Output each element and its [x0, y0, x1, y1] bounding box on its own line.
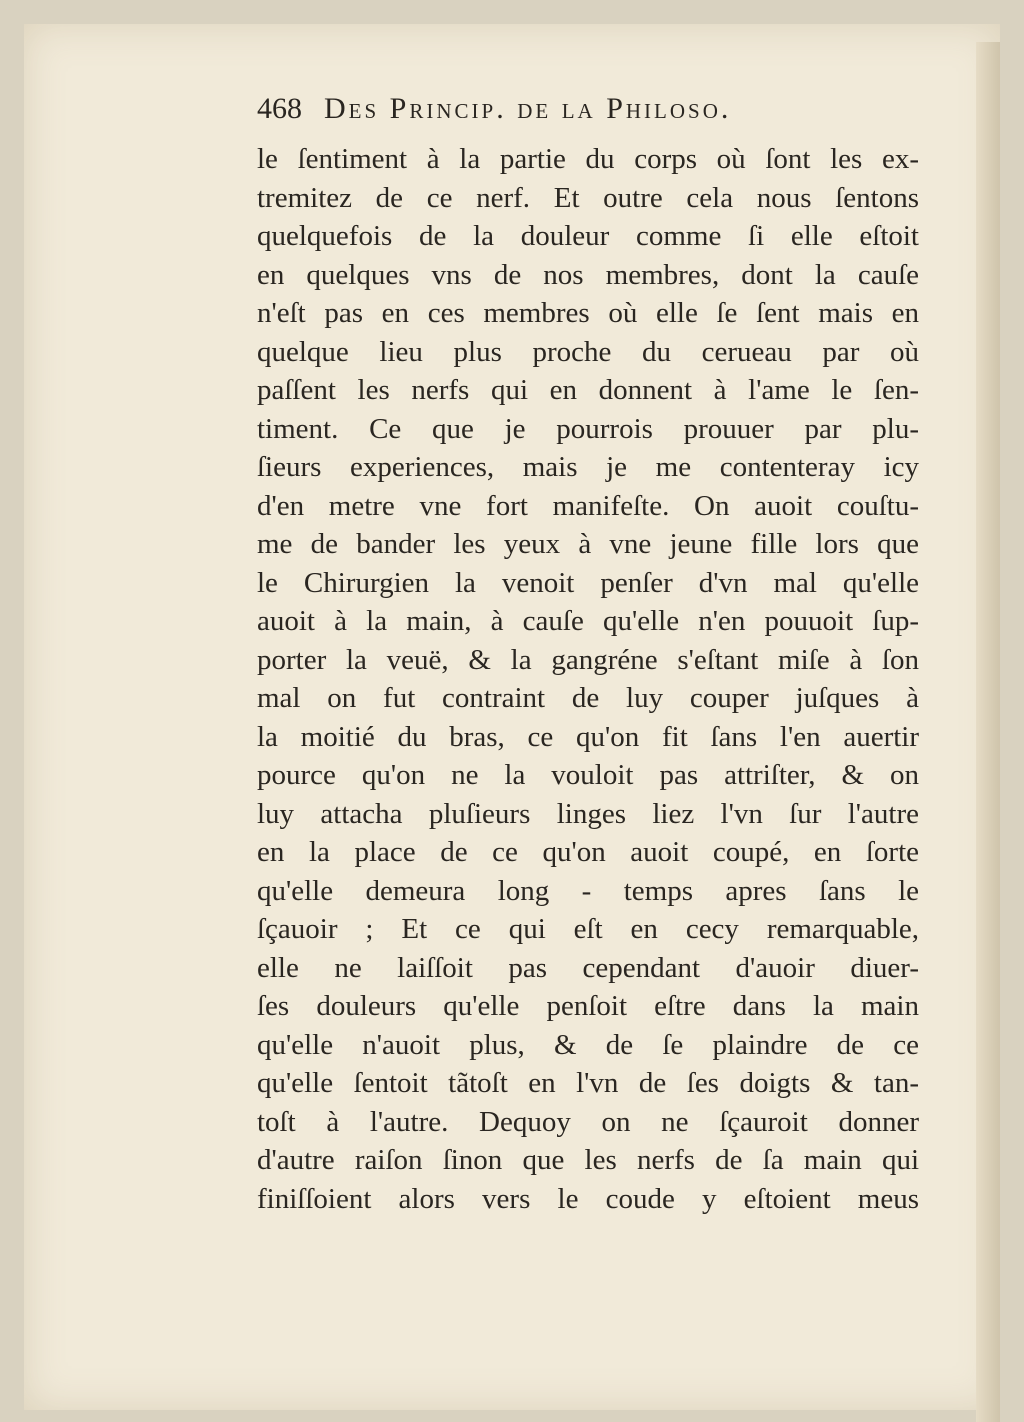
text-line: pource qu'on ne la vouloit pas attriſter, & on: [257, 759, 919, 791]
body-text: [257, 140, 919, 1218]
running-title: Des Princip. de la Philoso.: [324, 92, 732, 125]
running-head: [257, 92, 917, 136]
text-line: en la place de ce qu'on auoit coupé, en ſorte: [257, 836, 919, 868]
text-line: qu'elle n'auoit plus, & de ſe plaindre de ce: [257, 1028, 919, 1061]
text-line: qu'elle ſentoit tãtoſt en l'vn de ſes doigts & tan-: [257, 1067, 919, 1099]
text-line: paſſent les nerfs qui en donnent à l'ame le ſen-: [257, 374, 919, 406]
text-line: ſieurs experiences, mais je me contenteray icy: [257, 451, 919, 483]
text-line: ſes douleurs qu'elle penſoit eſtre dans la main: [257, 990, 919, 1022]
text-line: timent. Ce que je pourrois prouuer par plu-: [257, 412, 919, 445]
text-line: le ſentiment à la partie du corps où ſont les ex-: [257, 143, 919, 175]
text-line: toſt à l'autre. Dequoy on ne ſçauroit donner: [257, 1105, 919, 1138]
text-line: qu'elle demeura long - temps apres ſans le: [257, 874, 919, 907]
text-line: mal on fut contraint de luy couper juſques à: [257, 682, 919, 714]
text-line: le Chirurgien la venoit penſer d'vn mal qu'elle: [257, 566, 919, 599]
page-number: 468: [257, 92, 302, 125]
text-line: quelque lieu plus proche du cerueau par où: [257, 335, 919, 368]
text-line: n'eſt pas en ces membres où elle ſe ſent mais en: [257, 297, 919, 329]
text-line: porter la veuë, & la gangréne s'eſtant miſe à ſon: [257, 643, 919, 676]
text-line: tremitez de ce nerf. Et outre cela nous ſentons: [257, 181, 919, 214]
text-line: finiſſoient alors vers le coude y eſtoient meus: [257, 1182, 919, 1215]
text-line: d'en metre vne fort manifeſte. On auoit couſtu-: [257, 489, 919, 522]
text-line: elle ne laiſſoit pas cependant d'auoir diuer-: [257, 951, 919, 984]
text-line: luy attacha pluſieurs linges liez l'vn ſur l'autre: [257, 797, 919, 830]
text-line: la moitié du bras, ce qu'on fit ſans l'en auertir: [257, 720, 919, 753]
text-line: quelquefois de la douleur comme ſi elle eſtoit: [257, 220, 919, 252]
text-line: auoit à la main, à cauſe qu'elle n'en pouuoit ſup-: [257, 605, 919, 637]
text-line: ſçauoir ; Et ce qui eſt en cecy remarquable,: [257, 913, 919, 945]
text-line: d'autre raiſon ſinon que les nerfs de ſa main qui: [257, 1144, 919, 1176]
text-line: en quelques vns de nos membres, dont la cauſe: [257, 258, 919, 291]
book-page: [24, 24, 1000, 1410]
text-line: me de bander les yeux à vne jeune fille lors que: [257, 528, 919, 560]
page-edge: [976, 42, 1000, 1422]
